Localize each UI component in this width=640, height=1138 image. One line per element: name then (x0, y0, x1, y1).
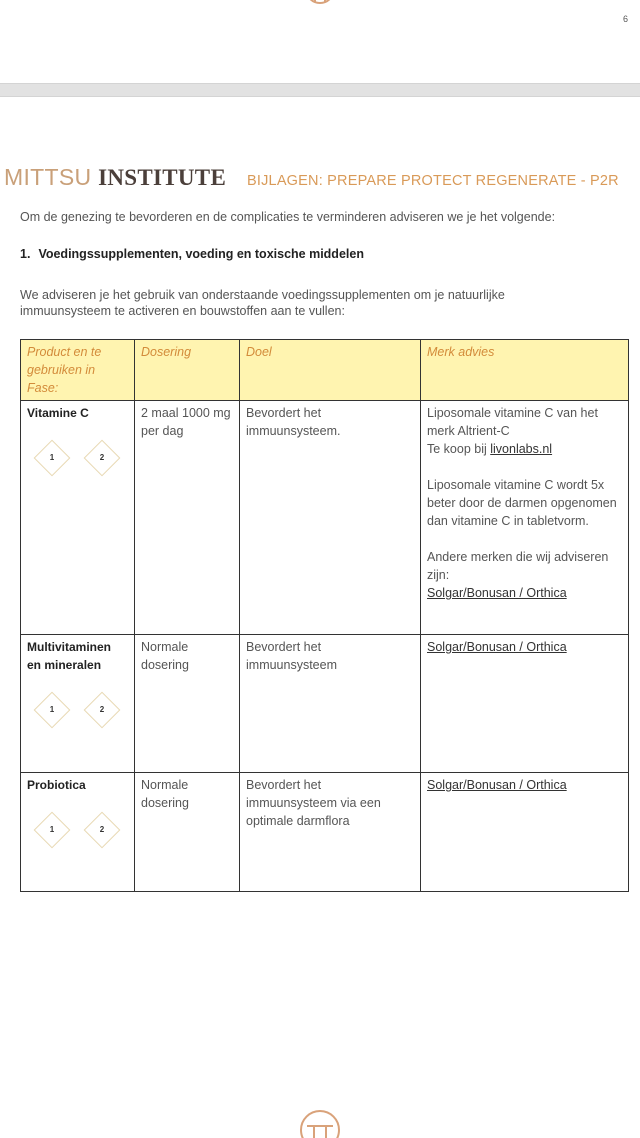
table-header-row (21, 340, 629, 401)
header-dosage: Dosering (135, 340, 240, 401)
intro-text: Om de genezing te bevorderen en de complicaties te verminderen adviseren we je het volgende: (20, 210, 556, 224)
document-header (0, 164, 640, 194)
supplements-table (20, 339, 629, 892)
brand-cell (421, 773, 629, 892)
phase-1-badge: 1 (34, 692, 71, 729)
brand-light: MITTSU (4, 164, 92, 190)
goal-cell: Bevordert het immuunsysteem via een optimale darmflora (240, 773, 421, 892)
section-title: Voedingssupplementen, voeding en toxische middelen (38, 247, 364, 261)
other-brands-label: Andere merken die wij adviseren zijn: (427, 550, 609, 582)
document-title: BIJLAGEN: PREPARE PROTECT REGENERATE - P2R (247, 173, 619, 189)
section-number: 1. (20, 247, 31, 261)
other-brands-link[interactable]: Solgar/Bonusan / Orthica (427, 586, 567, 600)
header-product: Product en te gebruiken in Fase: (21, 340, 135, 401)
phase-badges (27, 808, 128, 846)
dosage-cell: Normale dosering (135, 635, 240, 773)
page-separator (0, 83, 640, 97)
purchase-info: Te koop bij livonlabs.nl (427, 442, 553, 456)
dosage-cell: 2 maal 1000 mg per dag (135, 401, 240, 635)
phase-2-badge: 2 (84, 692, 121, 729)
product-name: Probiotica (27, 778, 86, 792)
header-goal: Doel (240, 340, 421, 401)
brand-cell (421, 635, 629, 773)
table-row (21, 773, 629, 892)
product-name: Vitamine C (27, 406, 89, 420)
product-cell (21, 635, 135, 773)
product-cell (21, 773, 135, 892)
product-cell (21, 401, 135, 635)
phase-2-badge: 2 (84, 440, 121, 477)
livonlabs-link[interactable]: livonlabs.nl (490, 442, 553, 456)
brand-link[interactable]: Solgar/Bonusan / Orthica (427, 778, 567, 792)
phase-badges (27, 436, 128, 474)
table-row (21, 635, 629, 773)
brand-link[interactable]: Solgar/Bonusan / Orthica (427, 640, 567, 654)
phase-badges (27, 688, 128, 726)
goal-cell: Bevordert het immuunsysteem (240, 635, 421, 773)
phase-2-badge: 2 (84, 812, 121, 849)
section-paragraph: We adviseren je het gebruik van onderstaande voedingssupplementen om je natuurlijke immuunsysteem te activeren en bouwstoffen aan te vullen: (20, 288, 505, 318)
brand-logo-text (4, 164, 226, 191)
table-row (21, 401, 629, 635)
dosage-cell: Normale dosering (135, 773, 240, 892)
goal-cell: Bevordert het immuunsysteem. (240, 401, 421, 635)
product-name: Multivitaminen en mineralen (27, 640, 112, 672)
brand-strong: INSTITUTE (98, 165, 227, 190)
page-number: 6 (622, 14, 628, 24)
brand-cell (421, 401, 629, 635)
section-heading (20, 247, 364, 261)
phase-1-badge: 1 (34, 812, 71, 849)
institute-logo-icon (298, 1108, 342, 1138)
absorption-note: Liposomale vitamine C wordt 5x beter door de darmen opgenomen dan vitamine C in tabletvorm. (427, 478, 617, 528)
institute-logo-icon (300, 0, 340, 4)
brand-advice: Liposomale vitamine C van het merk Altrient-C (427, 406, 598, 438)
phase-1-badge: 1 (34, 440, 71, 477)
header-brand: Merk advies (421, 340, 629, 401)
